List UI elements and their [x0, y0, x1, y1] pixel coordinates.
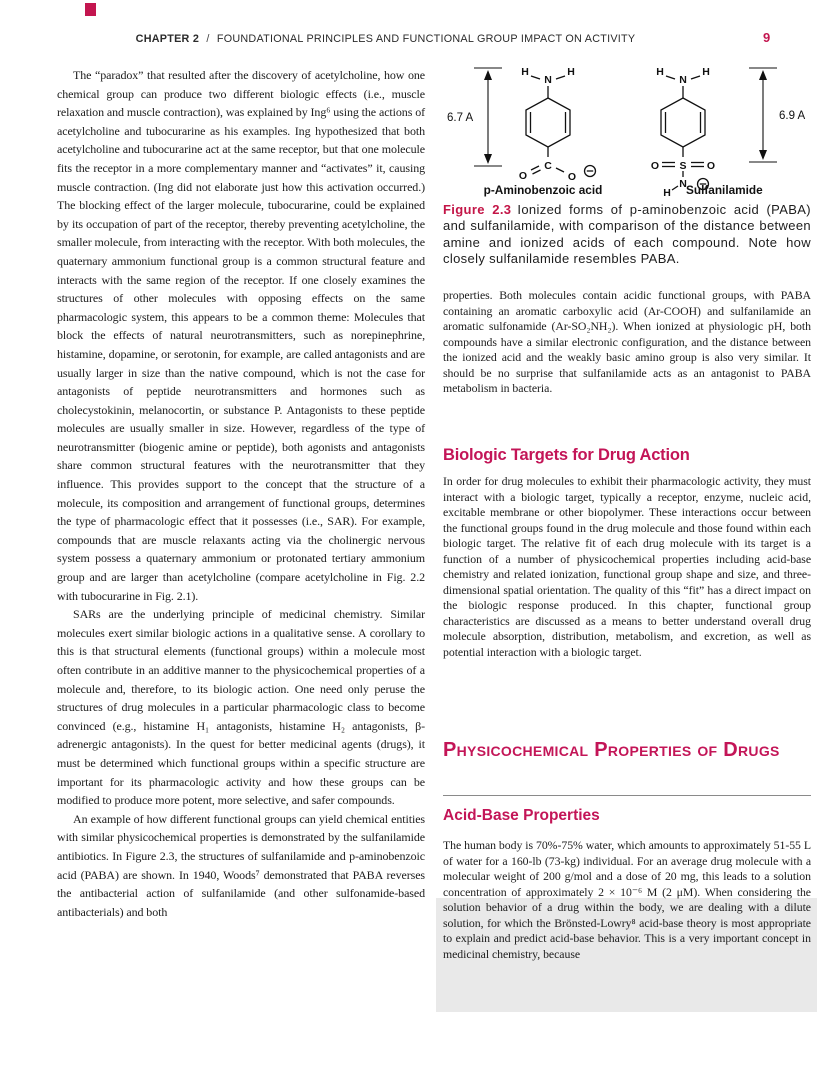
atom-h: H: [663, 187, 671, 199]
heading-physicochemical-properties: Physicochemical Properties of Drugs: [443, 739, 780, 761]
paragraph: The human body is 70%-75% water, which amounts to approximately 51-55 L of water for a 160-lb (73-kg) individual. For an average drug molecule with a molecular weight of 200 g/mol and a dose of 20 mg, this leads to a solution concentration of approximately 2 × 10⁻⁶ M (2 μM). When considering the solution behavior of a drug within the body, we are dealing with a dilute solution, for which the Brönsted-Lowry⁸ acid-base theory is most appropriate to explain and predict acid-base behavior. This is a very important concept in medicinal chemistry, because: [443, 838, 811, 961]
atom-h: H: [656, 66, 664, 78]
atom-h: H: [702, 66, 710, 78]
paba-distance-arrow: [447, 68, 502, 166]
atom-o: O: [518, 170, 528, 182]
corner-mark: [85, 3, 96, 16]
page-number: 9: [763, 30, 771, 45]
figure-2-3-structures: [443, 58, 811, 200]
paba-name-label: p-Aminobenzoic acid: [483, 183, 603, 197]
figure-caption-text: Ionized forms of p-aminobenzoic acid (PABA) and sulfanilamide, with comparison of the distance between amine and ionized acids of each compound. Note how closely sulfanilamide resembles PABA.: [443, 202, 811, 266]
paba-molecule: [484, 66, 603, 197]
paragraph: The “paradox” that resulted after the discovery of acetylcholine, how one chemical group can produce two different biologic effects (i.e., muscle relaxation and muscle contraction), was explained by Ing⁶ using the actions of acetylcholine and tubocurarine as his examples. Ing hypothesized that both acetylcholine and tubocurarine act at the same receptor, but that one molecule fits the receptor in a more complementary manner and “activates” it, causing muscle contraction. (Ing did not elaborate just how this activation occurred.) The blocking effect of the larger molecule, tubocurarine, could be explained by its occupation of part of the receptor, thereby preventing acetylcholine, the smaller molecule, from interacting with the receptor. With both molecules, the quaternary ammonium functional group is a common structural feature and interacts with the same region of the receptor. If one closely examines the structures of other molecules with opposing effects on the same pharmacologic system, this appears to be a common theme: Molecules that block the effects of natural neurotransmitters, such as norepinephrine, histamine, dopamine, or serotonin, for example, are called antagonists and are usually larger in size than the native compound, which is not the case for antagonists of peptide neurotransmitters and hormones such as cholecystokinin, melanocortin, or substance P. Antagonists to these peptide molecules are usually smaller in size. However, regardless of the type of neurotransmitter (biogenic amine or peptide), both agonists and antagonists share common structural features with the neurotransmitter that they influence. This provides support to the concept that the structure of a molecule, its composition and arrangement of functional groups, determines the type of pharmacologic effect that it possesses (i.e., SAR). For example, compounds that are muscle relaxants acting via the cholinergic nervous system possess a quaternary ammonium or protonated tertiary ammonium group and are larger than acetylcholine (compare acetylcholine in Fig. 2.2 with tubocurarine in Fig. 2.1).: [57, 68, 425, 603]
atom-o: O: [567, 171, 577, 183]
heading-biologic-targets: Biologic Targets for Drug Action: [443, 446, 690, 464]
atom-h: H: [567, 66, 575, 78]
page-header: [0, 33, 771, 45]
sulfanilamide-molecule: [651, 66, 763, 199]
footer-banner: [0, 1016, 831, 1080]
left-column: [57, 66, 425, 921]
atom-s: S: [679, 160, 687, 172]
atom-n: N: [679, 74, 687, 86]
atom-n: N: [544, 74, 552, 86]
paragraph: An example of how different functional groups can yield chemical entities with similar physicochemical properties is demonstrated by the sulfanilamide antibiotics. In Figure 2.3, the structures of sulfanilamide and p-aminobenzoic acid (PABA) are shown. In 1940, Woods⁷ demonstrated that PABA reverses the antibacterial action of sulfanilamide (and other sulfonamide-based antibacterials) and both: [57, 811, 425, 919]
atom-o: O: [650, 160, 660, 172]
sulfa-distance-label: 6.9 A: [779, 110, 806, 122]
paragraph: SARs are the underlying principle of medicinal chemistry. Similar molecules exert similar biologic actions in a qualitative sense. A corollary to this is that structural elements (functional groups) within a molecule most often contribute in an additive manner to the physicochemical properties of a molecule and, therefore, to its biologic action. One need only peruse the structures of drug molecules in a particular pharmacologic class to become convinced (e.g., histamine H₁ antagonists, histamine H₂ antagonists, β-adrenergic antagonists). In the quest for better medicinal agents (drugs), it must be determined which functional groups within a specific structure are important for its pharmacologic activity and how these groups can be modified to produce more potent, more selective, and safer compounds.: [57, 607, 425, 808]
paragraph: properties. Both molecules contain acidic functional groups, with PABA containing an aromatic carboxylic acid (Ar-COOH) and sulfanilamide an aromatic sulfonamide (Ar-SO₂NH₂). When ionized at physiologic pH, both compounds have a similar electronic configuration, and the distance between the ionized acid and the weakly basic amino group is also very similar. It should be no surprise that sulfanilamide acts as an antagonist to PABA metabolism in bacteria.: [443, 288, 811, 395]
chapter-label: CHAPTER 2: [135, 33, 200, 45]
atom-h: H: [521, 66, 529, 78]
sulfa-name-label: Sulfanilamide: [686, 183, 763, 197]
paragraph: In order for drug molecules to exhibit their pharmacologic activity, they must interact with a biologic target, typically a receptor, enzyme, nucleic acid, excitable membrane or other biopolymer. These interactions occur between the functional groups found in the drug molecule and those found within each biologic target. The relative fit of each drug molecule with its target is a function of a number of physicochemical properties including acid-base chemistry and related ionization, functional group shape and size, and three-dimensional spatial orientation. The quality of this “fit” has a direct impact on the biologic response produced. In this chapter, functional group characteristics are discussed as a means to better understand overall drug molecule absorption, distribution, metabolism, and excretion, as well as potential interaction with a biologic target.: [443, 474, 811, 659]
atom-c: C: [544, 160, 552, 172]
chapter-title: FOUNDATIONAL PRINCIPLES AND FUNCTIONAL GROUP IMPACT ON ACTIVITY: [216, 33, 636, 45]
figure-caption: [443, 202, 811, 267]
header-separator: /: [206, 33, 210, 45]
paba-distance-label: 6.7 A: [447, 112, 474, 124]
atom-n: N: [679, 178, 687, 190]
heading-acid-base-properties: Acid-Base Properties: [443, 807, 600, 824]
sulfa-distance-arrow: [749, 68, 806, 162]
figure-caption-label: Figure 2.3: [443, 202, 512, 217]
atom-o: O: [706, 160, 716, 172]
section-rule: [443, 795, 811, 796]
